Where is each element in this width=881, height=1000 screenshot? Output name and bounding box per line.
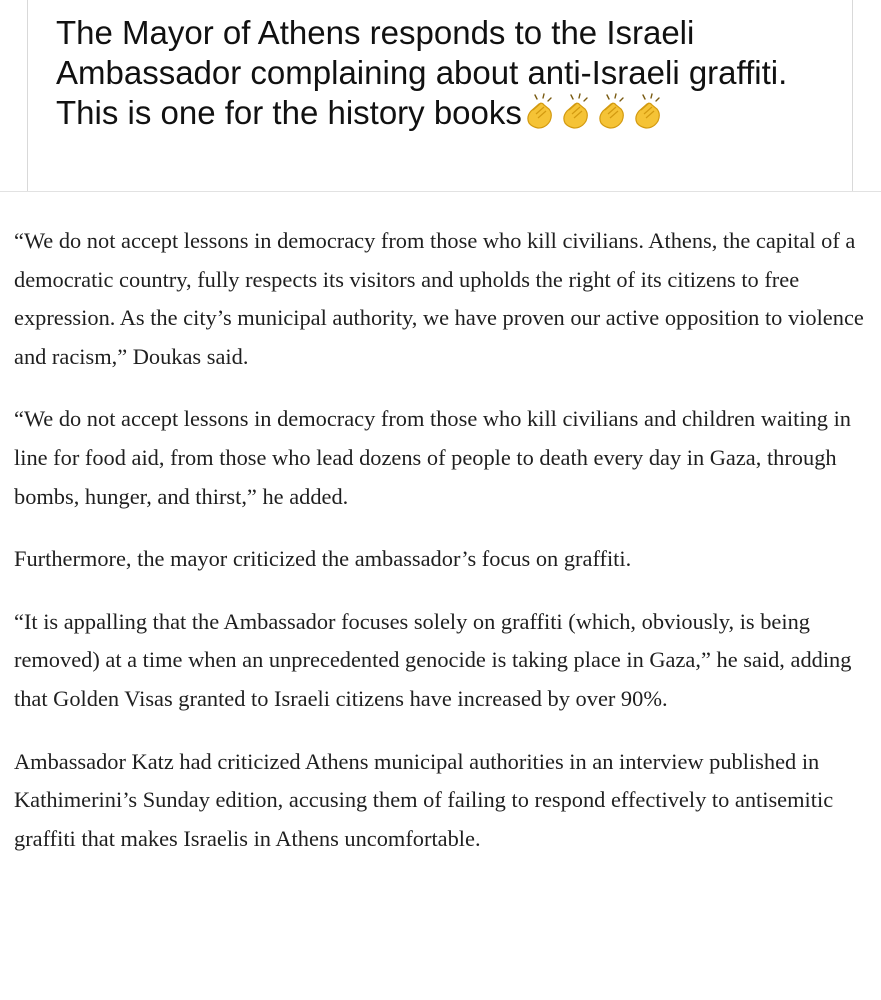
clapping-hands-icon: [594, 93, 630, 133]
post-text: The Mayor of Athens responds to the Israeli Ambassador complaining about anti-Israeli graffiti. This is one for the history books: [56, 14, 788, 131]
section-divider: [0, 191, 881, 192]
article-paragraph: Furthermore, the mayor criticized the ambassador’s focus on graffiti.: [14, 546, 632, 572]
article-body: [14, 222, 876, 882]
post-text-block: [56, 13, 836, 133]
post-card: [27, 0, 853, 191]
article-paragraph: Ambassador Katz had criticized Athens municipal authorities in an interview published in Kathimerini’s Sunday edition, accusing them of failing to respond effectively to antisemitic graffiti that makes Israelis in Athens uncomfortable.: [14, 748, 834, 851]
clapping-hands-icon: [558, 93, 594, 133]
article-paragraph: “We do not accept lessons in democracy from those who kill civilians and children waiting in line for food aid, from those who lead dozens of people to death every day in Gaza, through bombs, hunger, and thirst,” he added.: [14, 406, 852, 509]
clapping-hands-icon: [522, 93, 558, 133]
article-paragraph: “It is appalling that the Ambassador focuses solely on graffiti (which, obviously, is being removed) at a time when an unprecedented genocide is taking place in Gaza,” he said, adding that Golden Visas granted to Israeli citizens have increased by over 90%.: [14, 608, 852, 711]
clapping-hands-icon: [630, 93, 666, 133]
article-paragraph: “We do not accept lessons in democracy from those who kill civilians. Athens, the capital of a democratic country, fully respects its visitors and upholds the right of its citizens to free expression. As the city’s municipal authority, we have proven our active opposition to violence and racism,” Doukas said.: [14, 228, 864, 369]
